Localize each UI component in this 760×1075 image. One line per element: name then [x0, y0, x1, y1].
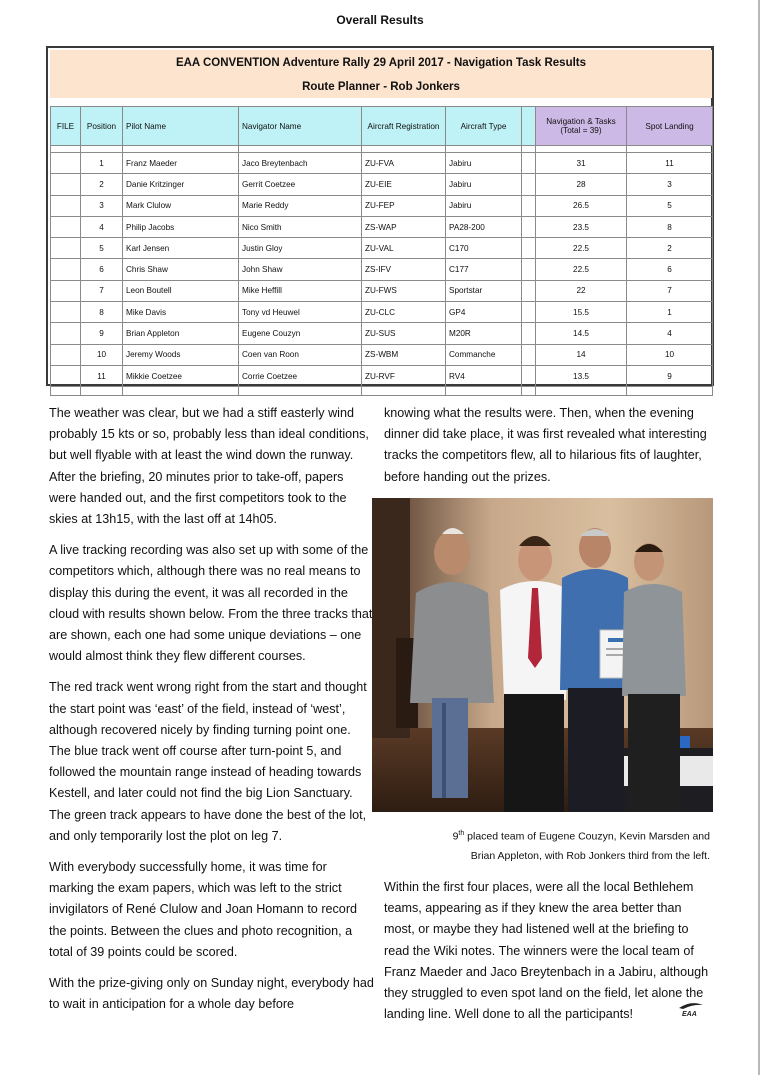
cell-nav: 22.5	[536, 238, 627, 259]
cell-pilot: Leon Boutell	[123, 280, 239, 301]
cell-pilot: Brian Appleton	[123, 323, 239, 344]
table-row	[51, 323, 713, 344]
cell-position: 6	[81, 259, 123, 280]
cell-spot: 7	[627, 280, 713, 301]
cell-spot: 8	[627, 216, 713, 237]
cell-file	[51, 365, 81, 386]
cell-registration: ZU-VAL	[362, 238, 446, 259]
cell-registration: ZS-WBM	[362, 344, 446, 365]
cell-pilot: Danie Kritzinger	[123, 174, 239, 195]
cell-navigator: John Shaw	[239, 259, 362, 280]
results-table-title: EAA CONVENTION Adventure Rally 29 April 2017 - Navigation Task Results	[175, 57, 587, 69]
results-body	[51, 146, 713, 396]
table-row	[51, 216, 713, 237]
cell-file	[51, 302, 81, 323]
results-table-subtitle: Route Planner - Rob Jonkers	[302, 81, 460, 93]
tail-cell	[239, 387, 362, 396]
cell-position: 3	[81, 195, 123, 216]
cell-blank	[522, 365, 536, 386]
cell-type: C170	[446, 238, 522, 259]
photo-caption-line1	[372, 824, 710, 847]
spacer-cell	[362, 146, 446, 153]
cell-blank	[522, 302, 536, 323]
spacer-cell	[522, 146, 536, 153]
table-row	[51, 174, 713, 195]
cell-registration: ZU-CLC	[362, 302, 446, 323]
spacer-cell	[446, 146, 522, 153]
cell-navigator: Gerrit Coetzee	[239, 174, 362, 195]
col-header-spot-landing: Spot Landing	[627, 107, 713, 146]
cell-spot: 3	[627, 174, 713, 195]
cell-navigator: Tony vd Heuwel	[239, 302, 362, 323]
cell-registration: ZU-SUS	[362, 323, 446, 344]
tail-cell	[522, 387, 536, 396]
results-table-title-banner	[50, 50, 712, 98]
cell-type: PA28-200	[446, 216, 522, 237]
col-header-navigation	[536, 107, 627, 146]
cell-navigator: Marie Reddy	[239, 195, 362, 216]
cell-pilot: Mark Clulow	[123, 195, 239, 216]
cell-blank	[522, 344, 536, 365]
table-row	[51, 153, 713, 174]
col-header-type: Aircraft Type	[446, 107, 522, 146]
spacer-cell	[627, 146, 713, 153]
col-header-pilot: Pilot Name	[123, 107, 239, 146]
eaa-logo-icon	[678, 1001, 704, 1017]
cell-type: C177	[446, 259, 522, 280]
cell-navigator: Justin Gloy	[239, 238, 362, 259]
eaa-logo-graphic	[678, 1001, 704, 1017]
cell-blank	[522, 195, 536, 216]
tail-cell	[81, 387, 123, 396]
cell-position: 9	[81, 323, 123, 344]
article-right-column-bottom	[384, 877, 714, 1035]
cell-file	[51, 323, 81, 344]
col-header-navigation-line2: (Total = 39)	[560, 126, 602, 135]
photo-caption	[372, 824, 710, 866]
cell-spot: 2	[627, 238, 713, 259]
cell-blank	[522, 280, 536, 301]
cell-pilot: Franz Maeder	[123, 153, 239, 174]
cell-blank	[522, 259, 536, 280]
table-row	[51, 280, 713, 301]
cell-file	[51, 259, 81, 280]
col-header-file: FILE	[51, 107, 81, 146]
cell-position: 11	[81, 365, 123, 386]
cell-file	[51, 174, 81, 195]
cell-nav: 14	[536, 344, 627, 365]
tail-cell	[536, 387, 627, 396]
eaa-logo-text: EAA	[682, 1011, 697, 1017]
cell-spot: 10	[627, 344, 713, 365]
cell-spot: 9	[627, 365, 713, 386]
cell-file	[51, 344, 81, 365]
cell-pilot: Karl Jensen	[123, 238, 239, 259]
table-row	[51, 238, 713, 259]
cell-pilot: Jeremy Woods	[123, 344, 239, 365]
cell-type: Sportstar	[446, 280, 522, 301]
cell-nav: 31	[536, 153, 627, 174]
cell-pilot: Chris Shaw	[123, 259, 239, 280]
cell-registration: ZU-EIE	[362, 174, 446, 195]
article-paragraph: A live tracking recording was also set up with some of the competitors which, although there was no real means to display this during the event, it was all recorded in the cloud with results shown below. From the three tracks that are shown, each one had some unique deviations – one would almost think they flew different courses.	[49, 543, 373, 664]
cell-navigator: Coen van Roon	[239, 344, 362, 365]
cell-navigator: Corrie Coetzee	[239, 365, 362, 386]
tail-row	[51, 387, 713, 396]
cell-type: Jabiru	[446, 153, 522, 174]
table-row	[51, 195, 713, 216]
table-row	[51, 365, 713, 386]
cell-nav: 22.5	[536, 259, 627, 280]
cell-file	[51, 238, 81, 259]
article-paragraph: With everybody successfully home, it was time for marking the exam papers, which was left to the strict invigilators of René Clulow and Joan Homann to record the points. Between the clues and photo recognition, a total of 39 points could be scored.	[49, 860, 358, 959]
cell-file	[51, 195, 81, 216]
cell-position: 4	[81, 216, 123, 237]
col-header-navigator: Navigator Name	[239, 107, 362, 146]
cell-nav: 22	[536, 280, 627, 301]
spacer-cell	[123, 146, 239, 153]
cell-navigator: Jaco Breytenbach	[239, 153, 362, 174]
cell-pilot: Mikkie Coetzee	[123, 365, 239, 386]
cell-blank	[522, 238, 536, 259]
article-right-column-top	[384, 403, 714, 498]
cell-pilot: Philip Jacobs	[123, 216, 239, 237]
cell-position: 7	[81, 280, 123, 301]
col-header-position: Position	[81, 107, 123, 146]
results-table	[50, 106, 713, 396]
table-row	[51, 302, 713, 323]
team-photo	[372, 498, 713, 812]
cell-spot: 11	[627, 153, 713, 174]
cell-nav: 15.5	[536, 302, 627, 323]
spacer-cell	[239, 146, 362, 153]
page-title: Overall Results	[336, 13, 424, 27]
cell-nav: 14.5	[536, 323, 627, 344]
cell-navigator: Mike Heffill	[239, 280, 362, 301]
cell-type: M20R	[446, 323, 522, 344]
cell-navigator: Eugene Couzyn	[239, 323, 362, 344]
cell-type: GP4	[446, 302, 522, 323]
photo-caption-line2: Brian Appleton, with Rob Jonkers third from the left.	[470, 849, 710, 862]
cell-blank	[522, 174, 536, 195]
cell-nav: 23.5	[536, 216, 627, 237]
tail-cell	[446, 387, 522, 396]
tail-cell	[362, 387, 446, 396]
cell-position: 2	[81, 174, 123, 195]
spacer-cell	[51, 146, 81, 153]
table-row	[51, 344, 713, 365]
cell-spot: 1	[627, 302, 713, 323]
cell-position: 1	[81, 153, 123, 174]
col-header-navigation-line1: Navigation & Tasks	[546, 117, 616, 126]
article-paragraph: knowing what the results were. Then, when the evening dinner did take place, it was first revealed what interesting tracks the competitors flew, all to hilarious fits of laughter, before handing out the prizes.	[384, 406, 707, 484]
col-header-blank	[522, 107, 536, 146]
cell-nav: 26.5	[536, 195, 627, 216]
cell-type: Commanche	[446, 344, 522, 365]
article-paragraph: The red track went wrong right from the start and thought the start point was ‘east’ of the field, instead of ‘west’, although recovered nicely by finding turning point one. The blue track went off course after turn-point 5, and followed the mountain range instead of heading towards Kestell, and later could not find the big Lion Sanctuary. The green track appears to have done the best of the lot, and only temporarily lost the plot on leg 7.	[49, 680, 367, 843]
cell-blank	[522, 153, 536, 174]
spacer-row	[51, 146, 713, 153]
cell-spot: 5	[627, 195, 713, 216]
cell-file	[51, 216, 81, 237]
cell-file	[51, 153, 81, 174]
cell-navigator: Nico Smith	[239, 216, 362, 237]
cell-blank	[522, 323, 536, 344]
cell-type: Jabiru	[446, 174, 522, 195]
tail-cell	[627, 387, 713, 396]
cell-registration: ZS-WAP	[362, 216, 446, 237]
results-table-frame	[46, 46, 714, 386]
spacer-cell	[536, 146, 627, 153]
cell-nav: 13.5	[536, 365, 627, 386]
results-header-row	[51, 107, 713, 146]
cell-spot: 4	[627, 323, 713, 344]
cell-type: RV4	[446, 365, 522, 386]
article-paragraph: With the prize-giving only on Sunday night, everybody had to wait in anticipation for a whole day before	[49, 976, 374, 1012]
tail-cell	[123, 387, 239, 396]
cell-type: Jabiru	[446, 195, 522, 216]
cell-position: 10	[81, 344, 123, 365]
cell-registration: ZU-FWS	[362, 280, 446, 301]
cell-registration: ZU-RVF	[362, 365, 446, 386]
cell-file	[51, 280, 81, 301]
cell-position: 8	[81, 302, 123, 323]
cell-blank	[522, 216, 536, 237]
article-paragraph: The weather was clear, but we had a stiff easterly wind probably 15 kts or so, probably less than ideal conditions, but well flyable with at least the wind down the runway. After the briefing, 20 minutes prior to take-off, papers were handed out, and the first competitors took to the skies at 13h15, with the last off at 14h05.	[49, 406, 369, 527]
caption-ordinal: 9	[452, 830, 459, 843]
cell-registration: ZS-IFV	[362, 259, 446, 280]
cell-pilot: Mike Davis	[123, 302, 239, 323]
col-header-registration: Aircraft Registration	[362, 107, 446, 146]
cell-registration: ZU-FEP	[362, 195, 446, 216]
caption-ordinal-suffix: th	[458, 830, 465, 837]
cell-registration: ZU-FVA	[362, 153, 446, 174]
cell-spot: 6	[627, 259, 713, 280]
tail-cell	[51, 387, 81, 396]
team-photo-illustration	[372, 498, 713, 812]
caption-text: placed team of Eugene Couzyn, Kevin Marsden and	[464, 830, 710, 843]
article-left-column	[49, 403, 374, 1025]
cell-position: 5	[81, 238, 123, 259]
table-row	[51, 259, 713, 280]
article-paragraph: Within the first four places, were all the local Bethlehem teams, appearing as if they knew the area better than most, or maybe they had listened well at the briefing to read the Wiki notes. The winners were the local team of Franz Maeder and Jaco Breytenbach in a Jabiru, although they struggled to even spot land on the field, let alone the landing line. Well done to all the participants!	[384, 880, 709, 1022]
cell-nav: 28	[536, 174, 627, 195]
spacer-cell	[81, 146, 123, 153]
